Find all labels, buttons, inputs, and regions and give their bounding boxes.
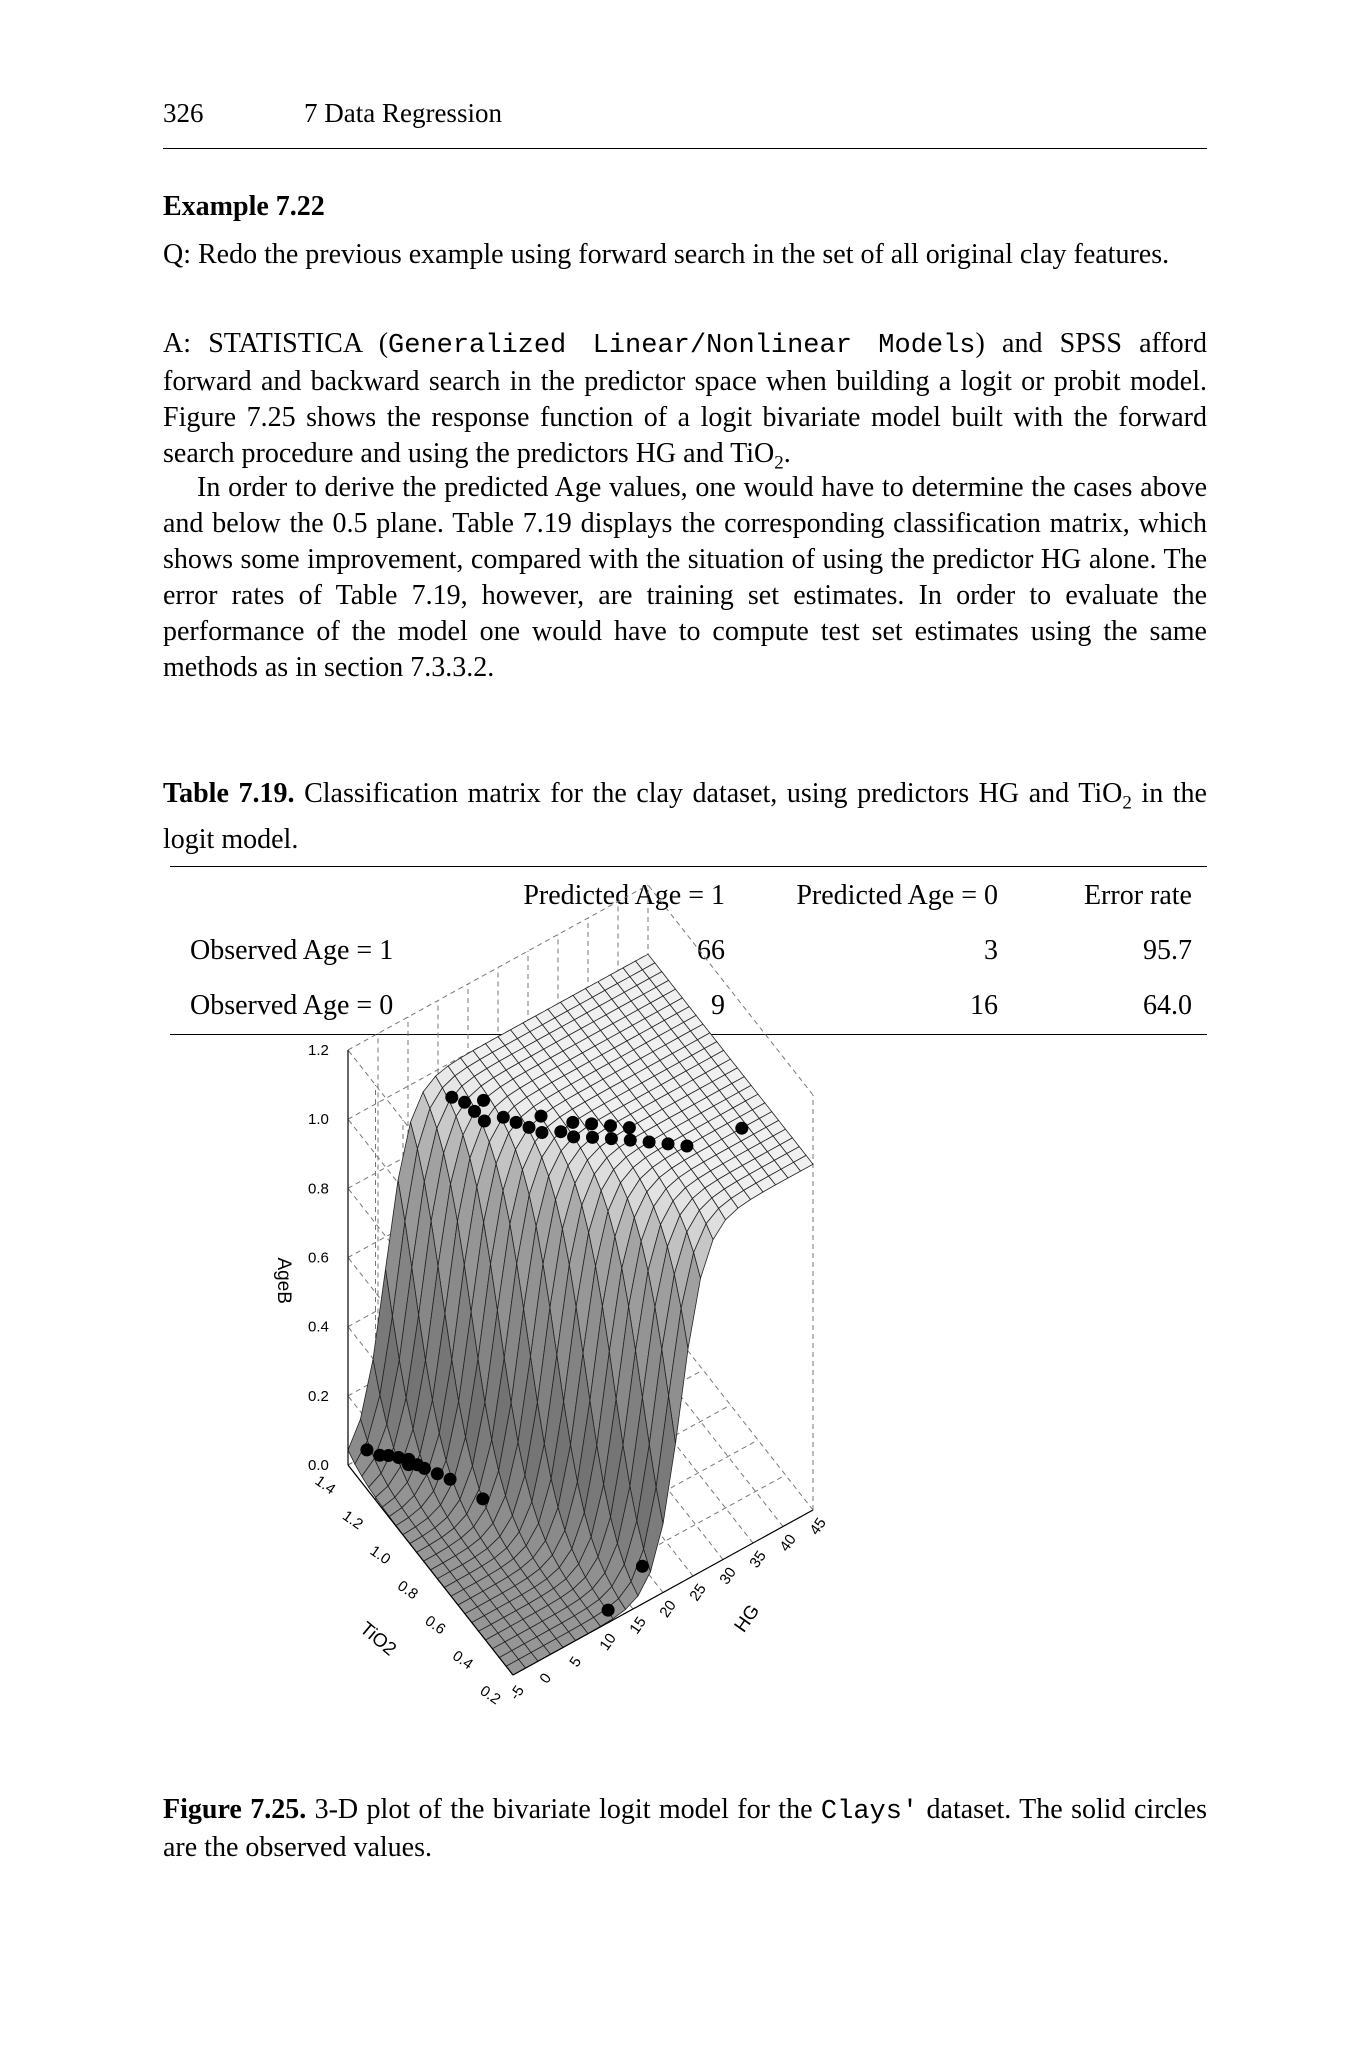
table-cell: 95.7	[1143, 935, 1192, 966]
z-tick-label: 0.2	[308, 1387, 329, 1405]
figure-caption	[163, 1792, 1207, 1866]
page-number: 326	[163, 98, 204, 128]
x-tick-label: -5	[506, 1682, 528, 1704]
figure-caption-label: Figure 7.25.	[163, 1794, 307, 1825]
x-tick-label: 30	[716, 1564, 740, 1588]
data-point	[477, 1094, 490, 1107]
data-point	[735, 1122, 748, 1135]
data-point	[623, 1121, 636, 1134]
x-tick-label: 40	[776, 1531, 800, 1555]
data-point	[478, 1115, 491, 1128]
x-tick-label: 45	[806, 1514, 830, 1539]
body-paragraph-text: In order to derive the predicted Age values, one would have to determine the cases above and below the 0.5 plane. Table 7.19 displays the corresponding classification matrix, which shows some improvement, compared with the situation of using the predictor HG alone. The error rates of Table 7.19, however, are training set estimates. In order to evaluate the performance of the model one would have to compute test set estimates using the same methods as in section 7.3.3.2.	[163, 472, 1207, 683]
body-paragraph	[163, 470, 1207, 686]
answer-paragraph	[163, 326, 1207, 482]
table-header: Predicted Age = 1	[523, 880, 725, 911]
data-point	[535, 1110, 548, 1123]
example-title: Example 7.22	[163, 191, 325, 222]
data-point	[523, 1121, 536, 1134]
data-point	[585, 1117, 598, 1130]
y-tick-label: 1.0	[366, 1542, 394, 1569]
data-point	[643, 1136, 656, 1149]
data-point	[567, 1130, 580, 1143]
table-caption-text: Classification matrix for the clay dataset, using predictors HG and TiO	[294, 778, 1123, 809]
table-cell: 66	[697, 935, 725, 966]
data-point	[444, 1473, 457, 1486]
table-row-label: Observed Age = 0	[190, 990, 394, 1021]
table-top-rule	[170, 866, 1207, 867]
data-point	[445, 1091, 458, 1104]
data-point	[624, 1134, 637, 1147]
answer-end: .	[783, 438, 791, 469]
y-tick-label: 0.2	[476, 1682, 504, 1709]
x-tick-label: 15	[626, 1613, 650, 1638]
x-tick-label: 35	[746, 1547, 770, 1572]
data-point	[476, 1492, 489, 1505]
section-title: 7 Data Regression	[304, 98, 502, 128]
x-axis-title: HG	[730, 1600, 765, 1637]
x-tick-label: 0	[536, 1670, 556, 1687]
data-point	[662, 1137, 675, 1150]
figure-caption-code: Clays'	[820, 1797, 919, 1827]
table-cell: 9	[711, 990, 725, 1021]
data-point	[604, 1119, 617, 1132]
table-row-label: Observed Age = 1	[190, 935, 394, 966]
x-tick-label: 10	[596, 1630, 620, 1654]
z-tick-label: 1.2	[308, 1042, 329, 1059]
data-point	[535, 1126, 548, 1139]
data-point	[586, 1131, 599, 1144]
y-tick-label: 1.2	[339, 1507, 367, 1534]
table-header: Error rate	[1083, 880, 1192, 911]
y-tick-label: 0.8	[394, 1577, 422, 1604]
table-caption-subscript: 2	[1122, 792, 1132, 814]
table-cell: 16	[970, 990, 998, 1021]
table-cell: 3	[984, 935, 998, 966]
data-point	[360, 1443, 373, 1456]
figure-caption-text: 3-D plot of the bivariate logit model for the	[306, 1794, 821, 1825]
data-point	[605, 1132, 618, 1145]
table-caption-end: in the logit model.	[163, 778, 1207, 855]
table-caption-label: Table 7.19.	[163, 778, 295, 809]
header-rule	[163, 148, 1207, 149]
x-tick-label: 20	[656, 1597, 680, 1621]
z-axis-title: AgeB	[273, 1257, 294, 1304]
answer-code: Generalized Linear/Nonlinear Models	[388, 331, 976, 361]
answer-prefix: A: STATISTICA (	[163, 328, 389, 359]
figure-caption-text-end: dataset. The solid circles are the observed values.	[163, 1794, 1208, 1863]
z-tick-label: 0.4	[308, 1318, 329, 1336]
y-axis-title: TiO2	[355, 1618, 401, 1661]
table-header: Predicted Age = 0	[796, 880, 998, 911]
chart-svg	[273, 1042, 1183, 1790]
data-point	[497, 1111, 510, 1124]
data-point	[510, 1116, 523, 1129]
question-paragraph	[163, 237, 1207, 273]
data-point	[554, 1125, 567, 1138]
question-text: Q: Redo the previous example using forward search in the set of all original clay features.	[163, 239, 1170, 270]
data-point	[468, 1105, 481, 1118]
answer-text: ) and SPSS afford forward and backward search in the predictor space when building a logit or probit model. Figure 7.25 shows the response function of a logit bivariate model built with the forward search procedure and using the predictors HG and TiO	[163, 328, 1207, 469]
z-tick-label: 1.0	[308, 1111, 329, 1129]
z-tick-label: 0.6	[308, 1249, 329, 1267]
table-caption	[163, 776, 1207, 858]
y-tick-label: 0.6	[421, 1612, 449, 1639]
x-tick-label: 25	[686, 1580, 710, 1605]
y-tick-label: 0.4	[449, 1647, 477, 1674]
table-cell: 64.0	[1143, 990, 1192, 1021]
data-point	[431, 1467, 444, 1480]
data-point	[636, 1560, 649, 1573]
x-tick-label: 5	[566, 1653, 586, 1671]
data-point	[458, 1096, 471, 1109]
data-point	[680, 1140, 693, 1153]
data-point	[418, 1462, 431, 1475]
answer-subscript: 2	[774, 452, 784, 474]
z-tick-label: 0.8	[308, 1180, 329, 1198]
z-tick-label: 0.0	[308, 1457, 329, 1474]
figure-3d-plot	[273, 1042, 1183, 1790]
data-point	[602, 1604, 615, 1617]
data-point	[566, 1116, 579, 1129]
y-tick-label: 1.4	[311, 1472, 339, 1499]
